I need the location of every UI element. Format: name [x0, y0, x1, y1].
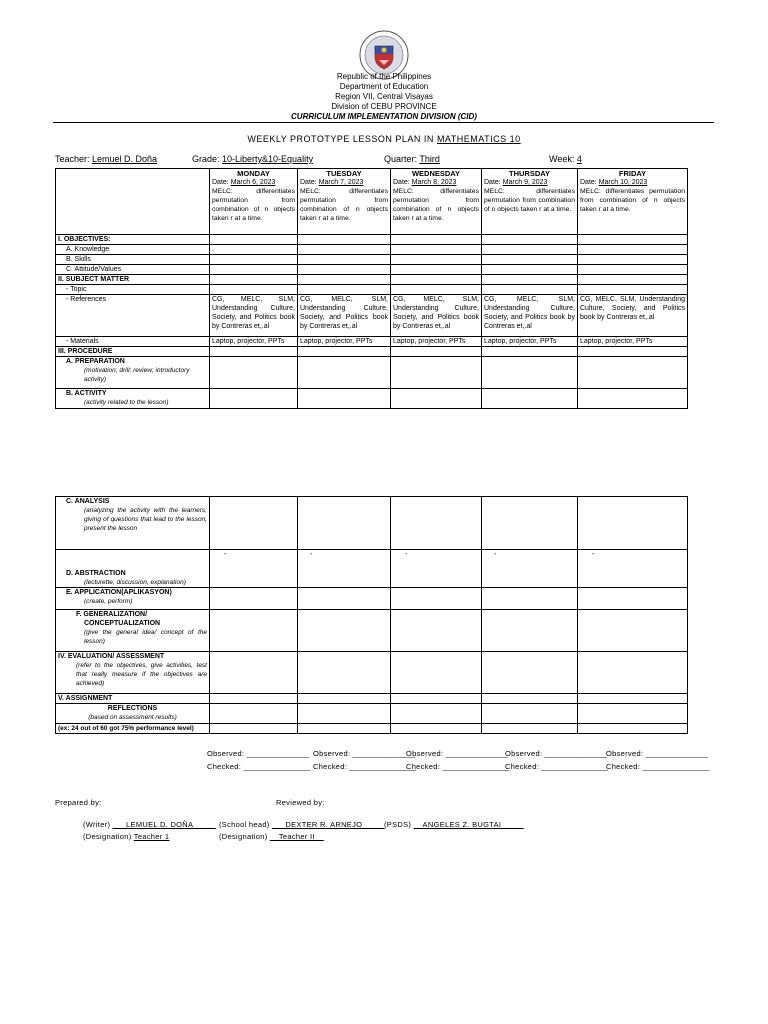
quarter-label: Quarter: — [384, 154, 420, 164]
generalization-note: (give the general idea/ concept of the lesson) — [84, 629, 207, 645]
document-title — [0, 134, 768, 144]
school-head-designation-line: (Designation) __Teacher II__ — [219, 832, 324, 841]
observed-tuesday: Observed: ______________ — [313, 749, 416, 758]
observed-monday: Observed: ______________ — [207, 749, 310, 758]
application-label: E. APPLICATION(APLIKASYON) — [66, 589, 172, 596]
performance-row: (ex: 24 out of 60 got 75% performance level) — [56, 724, 688, 734]
quarter-value: Third — [419, 154, 440, 164]
lesson-plan-table-bottom — [55, 496, 688, 734]
day-tuesday: TUESDAY Date: March 7, 2023 MELC: differentiates permutation from combination of n objects taken r at a time. — [298, 169, 391, 235]
analysis-row — [56, 497, 688, 550]
grade-field — [192, 154, 313, 164]
writer-designation: Teacher 1 — [133, 832, 170, 841]
reviewed-by-label: Reviewed by: — [276, 798, 325, 807]
preparation-label: A. PREPARATION — [66, 358, 125, 365]
attitude-row: C. Attitude/Values — [56, 265, 688, 275]
knowledge-mark: . — [210, 245, 298, 255]
writer-line: (Writer) ___LEMUEL D. DOÑA_____ — [83, 820, 216, 829]
prepared-by-label: Prepared by: — [55, 798, 102, 807]
header-divider — [53, 122, 714, 123]
generalization-row — [56, 610, 688, 652]
reflections-row — [56, 704, 688, 724]
observed-thursday: Observed: ______________ — [505, 749, 608, 758]
psds-name: __ANGELES Z. BUGTAI_____ — [413, 820, 524, 829]
title-subject: MATHEMATICS 10 — [436, 134, 521, 144]
day-friday: FRIDAY Date: March 10, 2023 MELC: differentiates permutation from combination of n objects taken r at a time. — [578, 169, 688, 235]
title-prefix: WEEKLY PROTOTYPE LESSON PLAN IN — [247, 134, 437, 144]
blank-corner-cell — [56, 169, 210, 235]
letterhead — [0, 72, 768, 122]
week-label: Week: — [549, 154, 577, 164]
analysis-label: C. ANALYSIS — [66, 498, 110, 505]
activity-row — [56, 389, 688, 409]
evaluation-label: IV. EVALUATION/ ASSESSMENT — [58, 653, 165, 660]
region-line: Region VII, Central Visayas — [335, 92, 433, 101]
republic-line: Republic of the Philippines — [336, 72, 432, 81]
checked-wednesday: Checked: _______________ — [406, 762, 510, 771]
activity-note: (activity related to the lesson) — [84, 399, 169, 406]
procedure-row: III. PROCEDURE — [56, 347, 688, 357]
week-value: 4 — [576, 154, 582, 164]
checked-tuesday: Checked: _______________ — [313, 762, 417, 771]
abstraction-note: (lecturette, discussion, explanation) — [84, 579, 186, 586]
application-note: (create, perform) — [84, 598, 133, 605]
checked-friday: Checked: _______________ — [606, 762, 710, 771]
subject-matter-row: II. SUBJECT MATTER — [56, 275, 688, 285]
cid-line: CURRICULUM IMPLEMENTATION DIVISION (CID) — [291, 112, 477, 121]
objectives-row: I. OBJECTIVES: — [56, 235, 688, 245]
day-thursday: THURSDAY Date: March 9, 2023 MELC: differentiates permutation from combination of n objects taken r at a time. — [482, 169, 578, 235]
reflections-note: (based on assessment results) — [88, 714, 177, 721]
preparation-note: (motivation; drill; review; introductory activity) — [84, 367, 190, 383]
school-head-name: ___DEXTER R. ARNEJO_____ — [271, 820, 385, 829]
day-monday: MONDAY Date: March 6, 2023 MELC: differentiates permutation from combination of n objects taken r at a time. — [210, 169, 298, 235]
knowledge-row: A. Knowledge . — [56, 245, 688, 255]
abstraction-label: D. ABSTRACTION — [66, 570, 126, 577]
references-row: - References CG, MELC, SLM, Understanding Culture, Society, and Politics book by Contreras et,.al CG, MELC, SLM, Understanding Culture, Society, and Politics book by Contreras et,.al CG, MELC, SLM, Understanding Culture, Society, and Politics book by Contreras et,.al CG, MELC, SLM, Understanding Culture, Society, and Politics book by Contreras et,.al CG, MELC, SLM, Understanding Culture, Society, and Politics book by Contreras et,.al — [56, 295, 688, 337]
days-header-row — [56, 169, 688, 235]
skills-row: B. Skills — [56, 255, 688, 265]
analysis-note: (analyzing the activity with the learners; giving of questions that lead to the lesson, present the lesson — [84, 507, 207, 532]
psds-line: (PSDS) __ANGELES Z. BUGTAI_____ — [384, 820, 524, 829]
school-head-line: (School head) ___DEXTER R. ARNEJO_____ — [219, 820, 385, 829]
teacher-field — [55, 154, 157, 164]
application-row — [56, 588, 688, 610]
teacher-label: Teacher: — [55, 154, 93, 164]
grade-value: 10-Liberty&10-Equality — [222, 154, 314, 164]
reflections-label: REFLECTIONS — [107, 705, 158, 712]
writer-designation-line: (Designation) Teacher 1 — [83, 832, 170, 841]
lesson-plan-table-top — [55, 168, 688, 409]
preparation-row — [56, 357, 688, 389]
evaluation-row — [56, 652, 688, 694]
quarter-field — [384, 154, 440, 164]
observed-friday: Observed: ______________ — [606, 749, 709, 758]
checked-monday: Checked: _______________ — [207, 762, 311, 771]
grade-label: Grade: — [192, 154, 223, 164]
division-line: Division of CEBU PROVINCE — [331, 102, 437, 111]
observed-wednesday: Observed: ______________ — [406, 749, 509, 758]
activity-label: B. ACTIVITY — [66, 390, 107, 397]
assignment-row: V. ASSIGNMENT — [56, 694, 688, 704]
generalization-label: F. GENERALIZATION/ CONCEPTUALIZATION — [76, 611, 161, 627]
materials-row: - Materials Laptop, projector, PPTs Laptop, projector, PPTs Laptop, projector, PPTs Laptop, projector, PPTs Laptop, projector, PPTs — [56, 337, 688, 347]
writer-name: ___LEMUEL D. DOÑA_____ — [112, 820, 216, 829]
teacher-value: Lemuel D. Doña — [92, 154, 158, 164]
day-wednesday: WEDNESDAY Date: March 8, 2023 MELC: differentiates permutation from combination of n objects taken r at a time. — [391, 169, 482, 235]
topic-row: - Topic — [56, 285, 688, 295]
department-line: Department of Education — [339, 82, 429, 91]
school-head-designation: __Teacher II__ — [269, 832, 324, 841]
abstraction-row: D. ABSTRACTION (lecturette, discussion, explanation) - - - - - — [56, 550, 688, 588]
week-field — [549, 154, 582, 164]
checked-thursday: Checked: _______________ — [505, 762, 609, 771]
evaluation-note: (refer to the objectives, give activities, test that really measure if the objectives are achieved) — [76, 662, 207, 687]
